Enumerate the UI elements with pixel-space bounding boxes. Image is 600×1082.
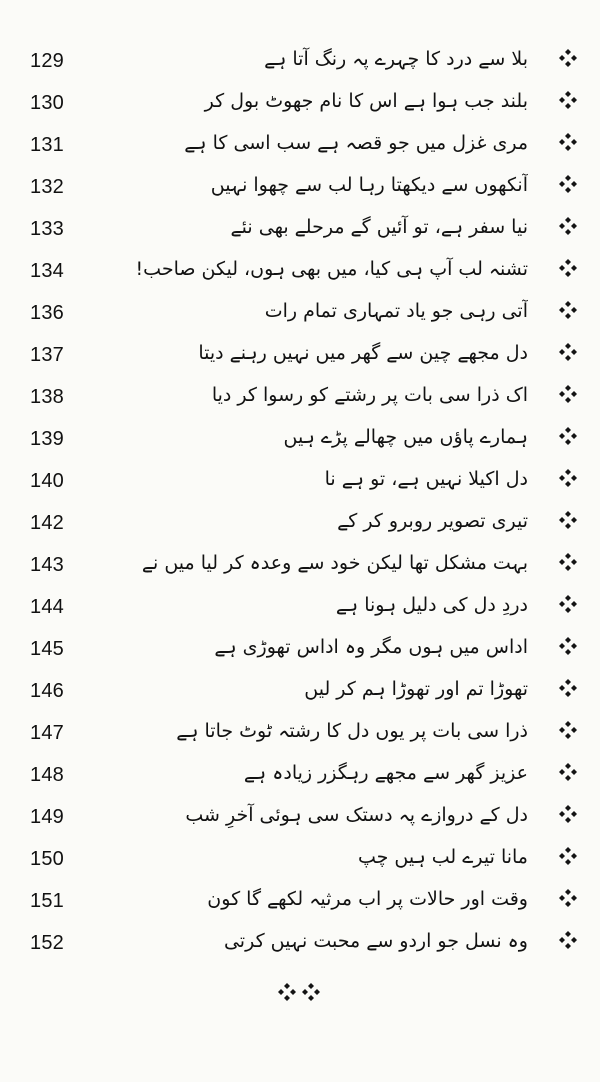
entry-title: وقت اور حالات پر اب مرثیہ لکھے گا کون: [207, 888, 528, 910]
page-number: 147: [30, 722, 64, 744]
four-diamond-bullet-icon: [558, 342, 578, 362]
page-number: 144: [30, 596, 64, 618]
four-diamond-bullet-icon: [558, 720, 578, 740]
entry-title: تشنہ لب آپ ہی کیا، میں بھی ہوں، لیکن صاحب!: [135, 258, 528, 280]
page-number: 149: [30, 806, 64, 828]
entry-title: دردِ دل کی دلیل ہونا ہے: [335, 594, 528, 616]
entry-title: دل اکیلا نہیں ہے، تو ہے نا: [324, 468, 528, 490]
four-diamond-bullet-icon: [558, 216, 578, 236]
entry-title: اک ذرا سی بات پر رشتے کو رسوا کر دیا: [211, 384, 528, 406]
entry-title: تیری تصویر روبرو کر کے: [337, 510, 528, 532]
four-diamond-bullet-icon: [558, 426, 578, 446]
toc-entry: [0, 124, 600, 166]
toc-entry: [0, 544, 600, 586]
toc-entry: [0, 628, 600, 670]
page-number: 140: [30, 470, 64, 492]
table-of-contents: [0, 40, 600, 964]
four-diamond-bullet-icon: [558, 258, 578, 278]
four-diamond-bullet-icon: [558, 930, 578, 950]
entry-title: ہمارے پاؤں میں چھالے پڑے ہیں: [283, 426, 528, 448]
toc-entry: [0, 502, 600, 544]
toc-entry: [0, 250, 600, 292]
toc-entry: [0, 712, 600, 754]
page-number: 151: [30, 890, 64, 912]
toc-entry: [0, 670, 600, 712]
page-number: 130: [30, 92, 64, 114]
end-ornament: [0, 982, 600, 1002]
four-diamond-bullet-icon: [558, 594, 578, 614]
four-diamond-bullet-icon: [558, 636, 578, 656]
toc-entry: [0, 166, 600, 208]
toc-entry: [0, 418, 600, 460]
entry-title: نیا سفر ہے، تو آئیں گے مرحلے بھی نئے: [230, 216, 528, 238]
four-diamond-bullet-icon: [558, 888, 578, 908]
toc-entry: [0, 754, 600, 796]
page-number: 129: [30, 50, 64, 72]
four-diamond-bullet-icon: [558, 846, 578, 866]
entry-title: بلند جب ہوا ہے اس کا نام جھوٹ بول کر: [204, 90, 528, 112]
four-diamond-bullet-icon: [558, 48, 578, 68]
toc-entry: [0, 460, 600, 502]
entry-title: دل مجھے چین سے گھر میں نہیں رہنے دیتا: [198, 342, 528, 364]
entry-title: بہت مشکل تھا لیکن خود سے وعدہ کر لیا میں نے: [141, 552, 528, 574]
four-diamond-bullet-icon: [558, 510, 578, 530]
four-diamond-bullet-icon: [558, 300, 578, 320]
four-diamond-bullet-icon: [558, 468, 578, 488]
toc-entry: [0, 334, 600, 376]
four-diamond-bullet-icon: [558, 804, 578, 824]
page-number: 133: [30, 218, 64, 240]
page-number: 131: [30, 134, 64, 156]
page-number: 148: [30, 764, 64, 786]
page-number: 152: [30, 932, 64, 954]
entry-title: وہ نسل جو اردو سے محبت نہیں کرتی: [223, 930, 528, 952]
toc-entry: [0, 838, 600, 880]
four-diamond-bullet-icon: [558, 90, 578, 110]
entry-title: آنکھوں سے دیکھتا رہا لب سے چھوا نہیں: [210, 174, 528, 196]
entry-title: ذرا سی بات پر یوں دل کا رشتہ ٹوٹ جاتا ہے: [176, 720, 528, 742]
toc-entry: [0, 796, 600, 838]
entry-title: مانا تیرے لب ہیں چپ: [357, 846, 528, 868]
four-diamond-bullet-icon: [558, 132, 578, 152]
four-diamond-bullet-icon: [558, 174, 578, 194]
page-number: 137: [30, 344, 64, 366]
page-number: 142: [30, 512, 64, 534]
entry-title: مری غزل میں جو قصہ ہے سب اسی کا ہے: [184, 132, 528, 154]
page-number: 138: [30, 386, 64, 408]
toc-entry: [0, 208, 600, 250]
four-diamond-bullet-icon: [558, 552, 578, 572]
page-number: 146: [30, 680, 64, 702]
page-number: 150: [30, 848, 64, 870]
toc-entry: [0, 880, 600, 922]
entry-title: دل کے دروازے پہ دستک سی ہوئی آخرِ شب: [185, 804, 528, 826]
four-diamond-bullet-icon: [558, 384, 578, 404]
page-number: 145: [30, 638, 64, 660]
entry-title: عزیز گھر سے مجھے رہگزر زیادہ ہے: [243, 762, 528, 784]
page-number: 134: [30, 260, 64, 282]
four-diamond-bullet-icon: [558, 762, 578, 782]
double-four-diamond-ornament-icon: [275, 982, 325, 1002]
entry-title: تھوڑا تم اور تھوڑا ہم کر لیں: [304, 678, 528, 700]
toc-entry: [0, 922, 600, 964]
toc-entry: [0, 82, 600, 124]
toc-entry: [0, 376, 600, 418]
page-number: 139: [30, 428, 64, 450]
entry-title: آتی رہی جو یاد تمہاری تمام رات: [264, 300, 528, 322]
page-number: 136: [30, 302, 64, 324]
entry-title: بلا سے درد کا چہرے پہ رنگ آتا ہے: [264, 48, 528, 70]
page-number: 132: [30, 176, 64, 198]
toc-entry: [0, 40, 600, 82]
toc-entry: [0, 586, 600, 628]
four-diamond-bullet-icon: [558, 678, 578, 698]
toc-entry: [0, 292, 600, 334]
page-number: 143: [30, 554, 64, 576]
entry-title: اداس میں ہوں مگر وہ اداس تھوڑی ہے: [214, 636, 528, 658]
